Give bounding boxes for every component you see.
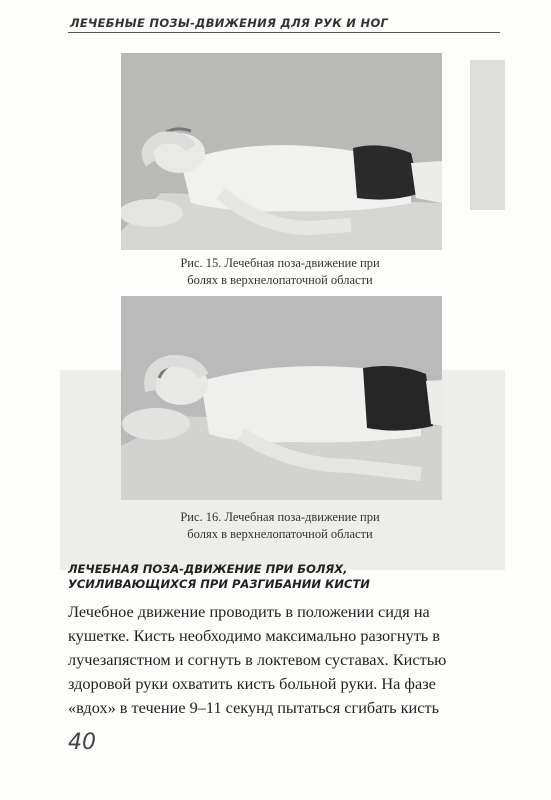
body-line: кушетке. Кисть необходимо максимально разогнуть в <box>68 626 440 645</box>
caption-line: болях в верхнелопаточной области <box>187 527 373 541</box>
page-number: 40 <box>68 730 96 755</box>
body-line: «вдох» в течение 9–11 секунд пытаться сгибать кисть <box>68 698 439 717</box>
body-line: лучезапястном и согнуть в локтевом суставах. Кистью <box>68 650 447 669</box>
body-line: Лечебное движение проводить в положении сидя на <box>68 602 430 621</box>
header-rule <box>68 32 500 33</box>
section-heading-line: УСИЛИВАЮЩИХСЯ ПРИ РАЗГИБАНИИ КИСТИ <box>68 577 370 591</box>
section-heading-line: ЛЕЧЕБНАЯ ПОЗА-ДВИЖЕНИЕ ПРИ БОЛЯХ, <box>68 562 348 576</box>
figure-15-caption <box>100 255 460 289</box>
section-heading <box>68 562 508 592</box>
show-through-block <box>470 60 505 210</box>
caption-line: болях в верхнелопаточной области <box>187 273 373 287</box>
body-paragraph <box>68 600 500 720</box>
figure-16-caption <box>100 509 460 543</box>
running-head: ЛЕЧЕБНЫЕ ПОЗЫ-ДВИЖЕНИЯ ДЛЯ РУК И НОГ <box>70 16 389 30</box>
figure-15-photo <box>121 53 442 250</box>
figure-16-photo <box>121 296 442 500</box>
caption-line: Рис. 15. Лечебная поза-движение при <box>180 256 380 270</box>
caption-line: Рис. 16. Лечебная поза-движение при <box>180 510 380 524</box>
body-line: здоровой руки охватить кисть больной руки. На фазе <box>68 674 436 693</box>
